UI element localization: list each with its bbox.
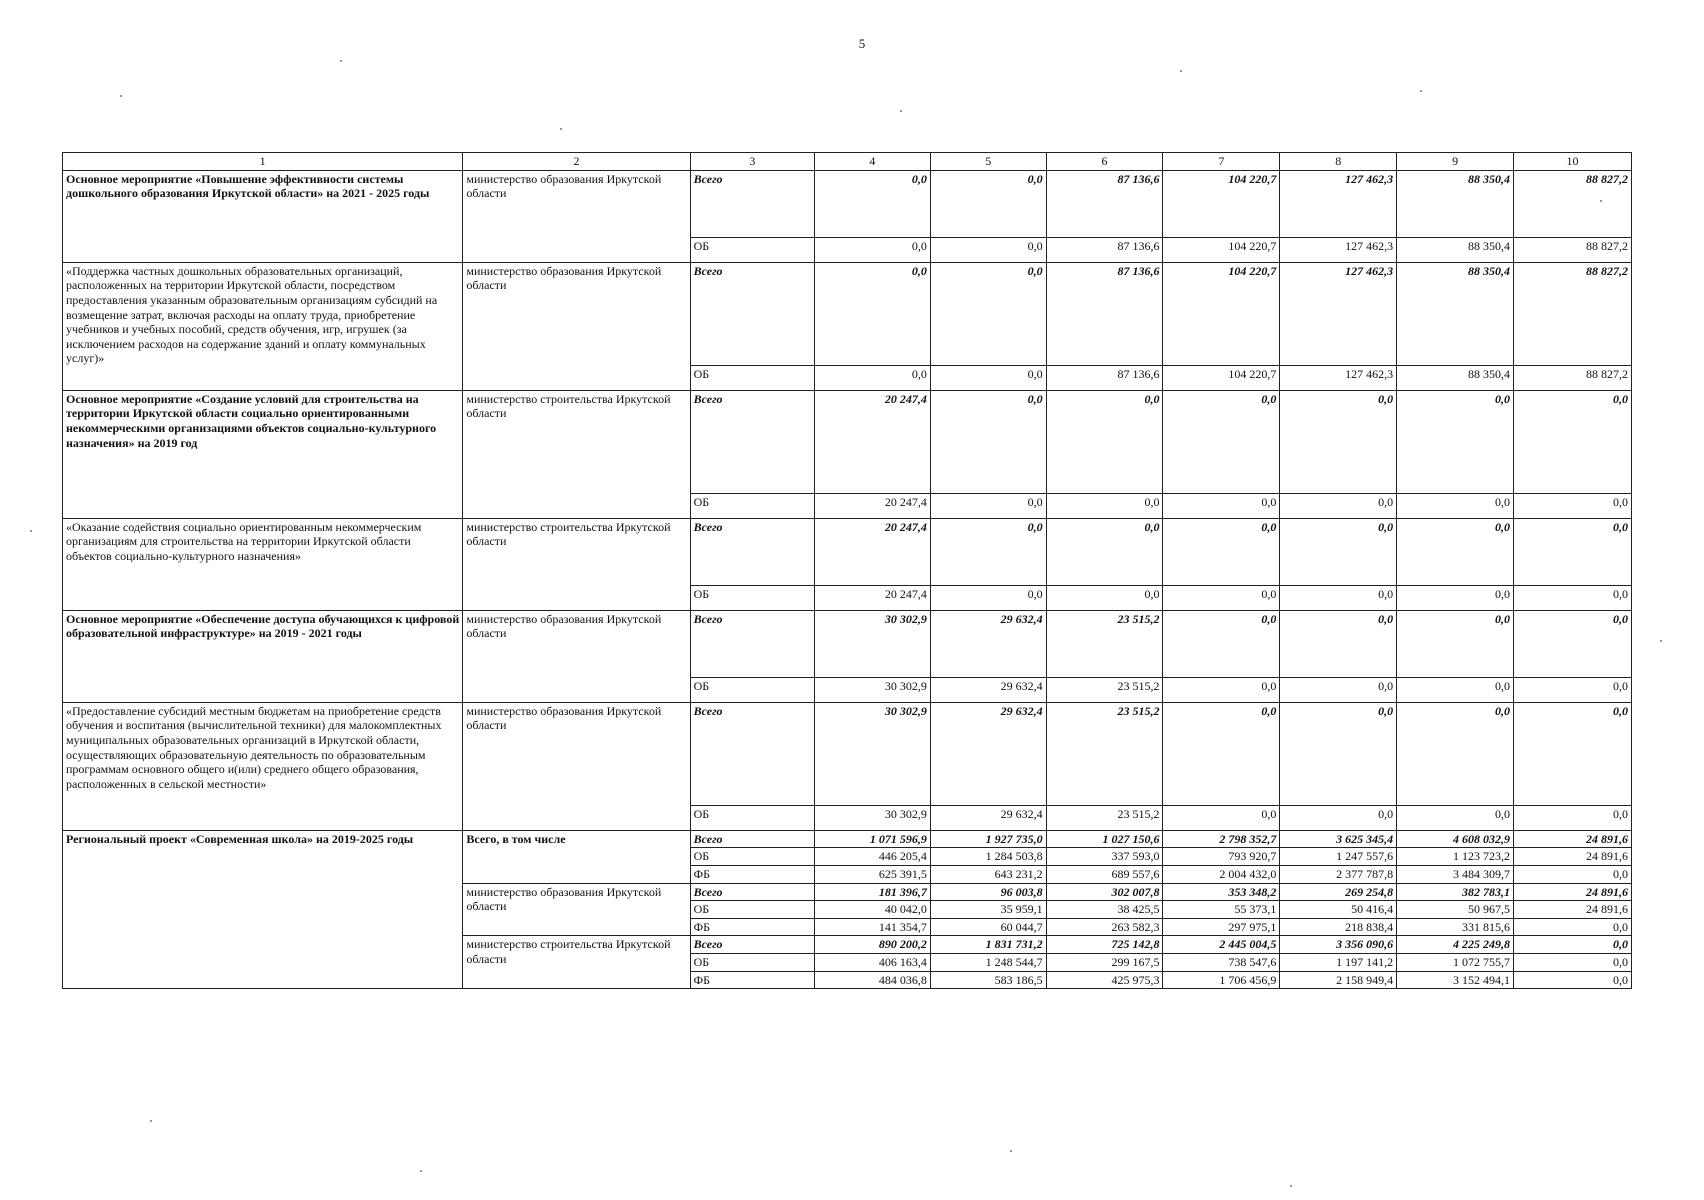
funding-source-cell: ОБ [690,493,814,518]
column-number: 3 [690,153,814,171]
amount-cell: 20 247,4 [815,518,931,585]
scan-speck [1600,200,1602,202]
table-body [63,153,1632,989]
amount-cell: 583 186,5 [930,971,1046,989]
amount-cell: 0,0 [1163,702,1280,805]
amount-cell: 625 391,5 [815,865,931,883]
amount-cell: 20 247,4 [815,390,931,493]
amount-cell: 0,0 [1514,610,1632,677]
amount-cell: 0,0 [930,170,1046,237]
amount-cell: 425 975,3 [1046,971,1163,989]
responsible-org-cell: министерство строительства Иркутской области [463,936,690,989]
funding-source-cell: Всего [690,390,814,493]
column-number: 9 [1397,153,1514,171]
amount-cell: 1 927 735,0 [930,830,1046,848]
amount-cell: 0,0 [930,493,1046,518]
amount-cell: 0,0 [1397,493,1514,518]
amount-cell: 0,0 [1514,971,1632,989]
amount-cell: 269 254,8 [1280,883,1397,901]
column-number: 2 [463,153,690,171]
amount-cell: 0,0 [1514,677,1632,702]
amount-cell: 1 027 150,6 [1046,830,1163,848]
amount-cell: 0,0 [1397,585,1514,610]
funding-source-cell: ОБ [690,677,814,702]
amount-cell: 0,0 [1514,702,1632,805]
column-number: 5 [930,153,1046,171]
amount-cell: 299 167,5 [1046,954,1163,972]
event-name-cell: «Предоставление субсидий местным бюджетам на приобретение средств обучения и воспитания (вычислительной техники) для малокомплектных муниципальных образовательных организаций в Иркутской области, осуществляющих образовательную деятельность по образовательным программам основного общего и(или) среднего общего образования, расположенных в сельской местности» [63,702,463,830]
event-name-cell: Основное мероприятие «Повышение эффективности системы дошкольного образования Иркутской области» на 2021 - 2025 годы [63,170,463,262]
amount-cell: 0,0 [930,390,1046,493]
amount-cell: 0,0 [1046,518,1163,585]
budget-table-container [62,152,1632,989]
amount-cell: 2 445 004,5 [1163,936,1280,954]
amount-cell: 2 158 949,4 [1280,971,1397,989]
funding-source-cell: ОБ [690,954,814,972]
amount-cell: 0,0 [1163,390,1280,493]
amount-cell: 0,0 [1280,390,1397,493]
amount-cell: 38 425,5 [1046,901,1163,919]
column-number-row [63,153,1632,171]
scan-speck [560,128,562,130]
amount-cell: 87 136,6 [1046,237,1163,262]
amount-cell: 23 515,2 [1046,702,1163,805]
amount-cell: 0,0 [930,262,1046,365]
amount-cell: 127 462,3 [1280,237,1397,262]
amount-cell: 297 975,1 [1163,918,1280,936]
funding-source-cell: ОБ [690,237,814,262]
scan-speck [30,530,32,532]
amount-cell: 23 515,2 [1046,677,1163,702]
responsible-org-cell: министерство строительства Иркутской области [463,390,690,518]
amount-cell: 50 967,5 [1397,901,1514,919]
amount-cell: 88 827,2 [1514,170,1632,237]
amount-cell: 0,0 [1046,585,1163,610]
amount-cell: 30 302,9 [815,610,931,677]
responsible-org-cell: министерство образования Иркутской области [463,170,690,262]
table-row [63,262,1632,365]
amount-cell: 0,0 [1163,493,1280,518]
responsible-org-cell: министерство образования Иркутской области [463,702,690,830]
amount-cell: 2 798 352,7 [1163,830,1280,848]
amount-cell: 1 247 557,6 [1280,848,1397,866]
amount-cell: 0,0 [1514,493,1632,518]
amount-cell: 24 891,6 [1514,883,1632,901]
amount-cell: 23 515,2 [1046,610,1163,677]
amount-cell: 0,0 [1514,805,1632,830]
amount-cell: 88 350,4 [1397,262,1514,365]
amount-cell: 0,0 [1163,610,1280,677]
amount-cell: 88 827,2 [1514,237,1632,262]
amount-cell: 0,0 [815,237,931,262]
amount-cell: 0,0 [1163,585,1280,610]
funding-source-cell: ФБ [690,971,814,989]
amount-cell: 0,0 [815,262,931,365]
funding-source-cell: ОБ [690,585,814,610]
amount-cell: 55 373,1 [1163,901,1280,919]
amount-cell: 88 827,2 [1514,365,1632,390]
amount-cell: 0,0 [1397,677,1514,702]
amount-cell: 1 197 141,2 [1280,954,1397,972]
amount-cell: 1 072 755,7 [1397,954,1514,972]
amount-cell: 104 220,7 [1163,262,1280,365]
funding-source-cell: ФБ [690,918,814,936]
amount-cell: 24 891,6 [1514,901,1632,919]
amount-cell: 35 959,1 [930,901,1046,919]
amount-cell: 793 920,7 [1163,848,1280,866]
amount-cell: 0,0 [1163,677,1280,702]
scan-speck [1010,1150,1012,1152]
amount-cell: 689 557,6 [1046,865,1163,883]
amount-cell: 643 231,2 [930,865,1046,883]
amount-cell: 87 136,6 [1046,170,1163,237]
event-name-cell: Основное мероприятие «Создание условий для строительства на территории Иркутской области социально ориентированными некоммерческими организациями объектов социально-культурного назначения» на 2019 год [63,390,463,518]
amount-cell: 1 248 544,7 [930,954,1046,972]
amount-cell: 0,0 [1280,518,1397,585]
amount-cell: 1 706 456,9 [1163,971,1280,989]
amount-cell: 29 632,4 [930,805,1046,830]
event-name-cell: Основное мероприятие «Обеспечение доступа обучающихся к цифровой образовательной инфраструктуре» на 2019 - 2021 годы [63,610,463,702]
amount-cell: 181 396,7 [815,883,931,901]
amount-cell: 738 547,6 [1163,954,1280,972]
amount-cell: 353 348,2 [1163,883,1280,901]
responsible-org-cell: министерство образования Иркутской области [463,610,690,702]
table-row [63,518,1632,585]
amount-cell: 263 582,3 [1046,918,1163,936]
amount-cell: 0,0 [1514,518,1632,585]
amount-cell: 30 302,9 [815,677,931,702]
funding-source-cell: Всего [690,610,814,677]
amount-cell: 23 515,2 [1046,805,1163,830]
amount-cell: 337 593,0 [1046,848,1163,866]
amount-cell: 4 225 249,8 [1397,936,1514,954]
funding-source-cell: Всего [690,830,814,848]
event-name-cell: Региональный проект «Современная школа» на 2019-2025 годы [63,830,463,989]
amount-cell: 87 136,6 [1046,262,1163,365]
amount-cell: 96 003,8 [930,883,1046,901]
funding-source-cell: ОБ [690,365,814,390]
amount-cell: 0,0 [1280,702,1397,805]
amount-cell: 0,0 [1280,585,1397,610]
amount-cell: 0,0 [1514,865,1632,883]
column-number: 6 [1046,153,1163,171]
funding-source-cell: Всего [690,170,814,237]
amount-cell: 29 632,4 [930,677,1046,702]
amount-cell: 87 136,6 [1046,365,1163,390]
amount-cell: 331 815,6 [1397,918,1514,936]
scan-speck [120,95,122,97]
amount-cell: 0,0 [1280,677,1397,702]
amount-cell: 0,0 [1163,805,1280,830]
amount-cell: 0,0 [930,585,1046,610]
amount-cell: 725 142,8 [1046,936,1163,954]
amount-cell: 50 416,4 [1280,901,1397,919]
scan-speck [1290,1185,1292,1187]
amount-cell: 1 284 503,8 [930,848,1046,866]
table-row [63,170,1632,237]
responsible-org-cell: Всего, в том числе [463,830,690,883]
amount-cell: 218 838,4 [1280,918,1397,936]
amount-cell: 88 350,4 [1397,237,1514,262]
amount-cell: 0,0 [930,365,1046,390]
scan-speck [900,110,902,112]
table-row [63,830,1632,848]
event-name-cell: «Оказание содействия социально ориентированным некоммерческим организациям для строительства на территории Иркутской области объектов социально-культурного назначения» [63,518,463,610]
budget-table [62,152,1632,989]
amount-cell: 0,0 [1280,493,1397,518]
amount-cell: 0,0 [1514,390,1632,493]
amount-cell: 20 247,4 [815,493,931,518]
amount-cell: 0,0 [930,237,1046,262]
page-number: 5 [858,36,866,51]
amount-cell: 60 044,7 [930,918,1046,936]
amount-cell: 0,0 [930,518,1046,585]
amount-cell: 104 220,7 [1163,365,1280,390]
column-number: 4 [815,153,931,171]
amount-cell: 0,0 [1514,954,1632,972]
amount-cell: 382 783,1 [1397,883,1514,901]
amount-cell: 104 220,7 [1163,237,1280,262]
amount-cell: 0,0 [815,365,931,390]
amount-cell: 29 632,4 [930,702,1046,805]
funding-source-cell: ОБ [690,848,814,866]
table-row [63,702,1632,805]
amount-cell: 446 205,4 [815,848,931,866]
column-number: 7 [1163,153,1280,171]
amount-cell: 0,0 [1397,702,1514,805]
amount-cell: 127 462,3 [1280,170,1397,237]
scan-speck [1660,640,1662,642]
funding-source-cell: Всего [690,883,814,901]
amount-cell: 3 625 345,4 [1280,830,1397,848]
scan-speck [1180,70,1182,72]
amount-cell: 1 831 731,2 [930,936,1046,954]
column-number: 1 [63,153,463,171]
amount-cell: 0,0 [815,170,931,237]
amount-cell: 1 123 723,2 [1397,848,1514,866]
amount-cell: 88 350,4 [1397,170,1514,237]
funding-source-cell: Всего [690,262,814,365]
amount-cell: 406 163,4 [815,954,931,972]
amount-cell: 2 377 787,8 [1280,865,1397,883]
event-name-cell: «Поддержка частных дошкольных образовательных организаций, расположенных на территории Иркутской области, посредством предоставления указанным образовательным организациям субсидий на возмещение затрат, включая расходы на оплату труда, приобретение учебников и учебных пособий, средств обучения, игр, игрушек (за исключением расходов на содержание зданий и оплату коммунальных услуг)» [63,262,463,390]
amount-cell: 141 354,7 [815,918,931,936]
amount-cell: 0,0 [1514,918,1632,936]
amount-cell: 20 247,4 [815,585,931,610]
responsible-org-cell: министерство образования Иркутской области [463,262,690,390]
amount-cell: 24 891,6 [1514,830,1632,848]
scan-speck [340,60,342,62]
amount-cell: 0,0 [1397,390,1514,493]
amount-cell: 88 350,4 [1397,365,1514,390]
amount-cell: 0,0 [1280,610,1397,677]
amount-cell: 29 632,4 [930,610,1046,677]
funding-source-cell: ОБ [690,805,814,830]
funding-source-cell: ФБ [690,865,814,883]
table-row [63,610,1632,677]
scan-speck [150,1120,152,1122]
funding-source-cell: Всего [690,702,814,805]
amount-cell: 127 462,3 [1280,262,1397,365]
scan-speck [1420,90,1422,92]
amount-cell: 3 152 494,1 [1397,971,1514,989]
funding-source-cell: Всего [690,518,814,585]
funding-source-cell: ОБ [690,901,814,919]
amount-cell: 0,0 [1397,805,1514,830]
amount-cell: 0,0 [1163,518,1280,585]
amount-cell: 0,0 [1514,585,1632,610]
amount-cell: 890 200,2 [815,936,931,954]
amount-cell: 127 462,3 [1280,365,1397,390]
amount-cell: 88 827,2 [1514,262,1632,365]
amount-cell: 3 356 090,6 [1280,936,1397,954]
responsible-org-cell: министерство строительства Иркутской области [463,518,690,610]
amount-cell: 0,0 [1280,805,1397,830]
amount-cell: 30 302,9 [815,702,931,805]
amount-cell: 0,0 [1046,390,1163,493]
funding-source-cell: Всего [690,936,814,954]
amount-cell: 3 484 309,7 [1397,865,1514,883]
amount-cell: 4 608 032,9 [1397,830,1514,848]
amount-cell: 0,0 [1397,518,1514,585]
amount-cell: 40 042,0 [815,901,931,919]
table-row [63,390,1632,493]
column-number: 8 [1280,153,1397,171]
amount-cell: 104 220,7 [1163,170,1280,237]
amount-cell: 0,0 [1397,610,1514,677]
amount-cell: 2 004 432,0 [1163,865,1280,883]
amount-cell: 0,0 [1514,936,1632,954]
amount-cell: 484 036,8 [815,971,931,989]
amount-cell: 302 007,8 [1046,883,1163,901]
amount-cell: 1 071 596,9 [815,830,931,848]
amount-cell: 0,0 [1046,493,1163,518]
amount-cell: 24 891,6 [1514,848,1632,866]
scan-speck [420,1170,422,1172]
column-number: 10 [1514,153,1632,171]
amount-cell: 30 302,9 [815,805,931,830]
responsible-org-cell: министерство образования Иркутской области [463,883,690,936]
